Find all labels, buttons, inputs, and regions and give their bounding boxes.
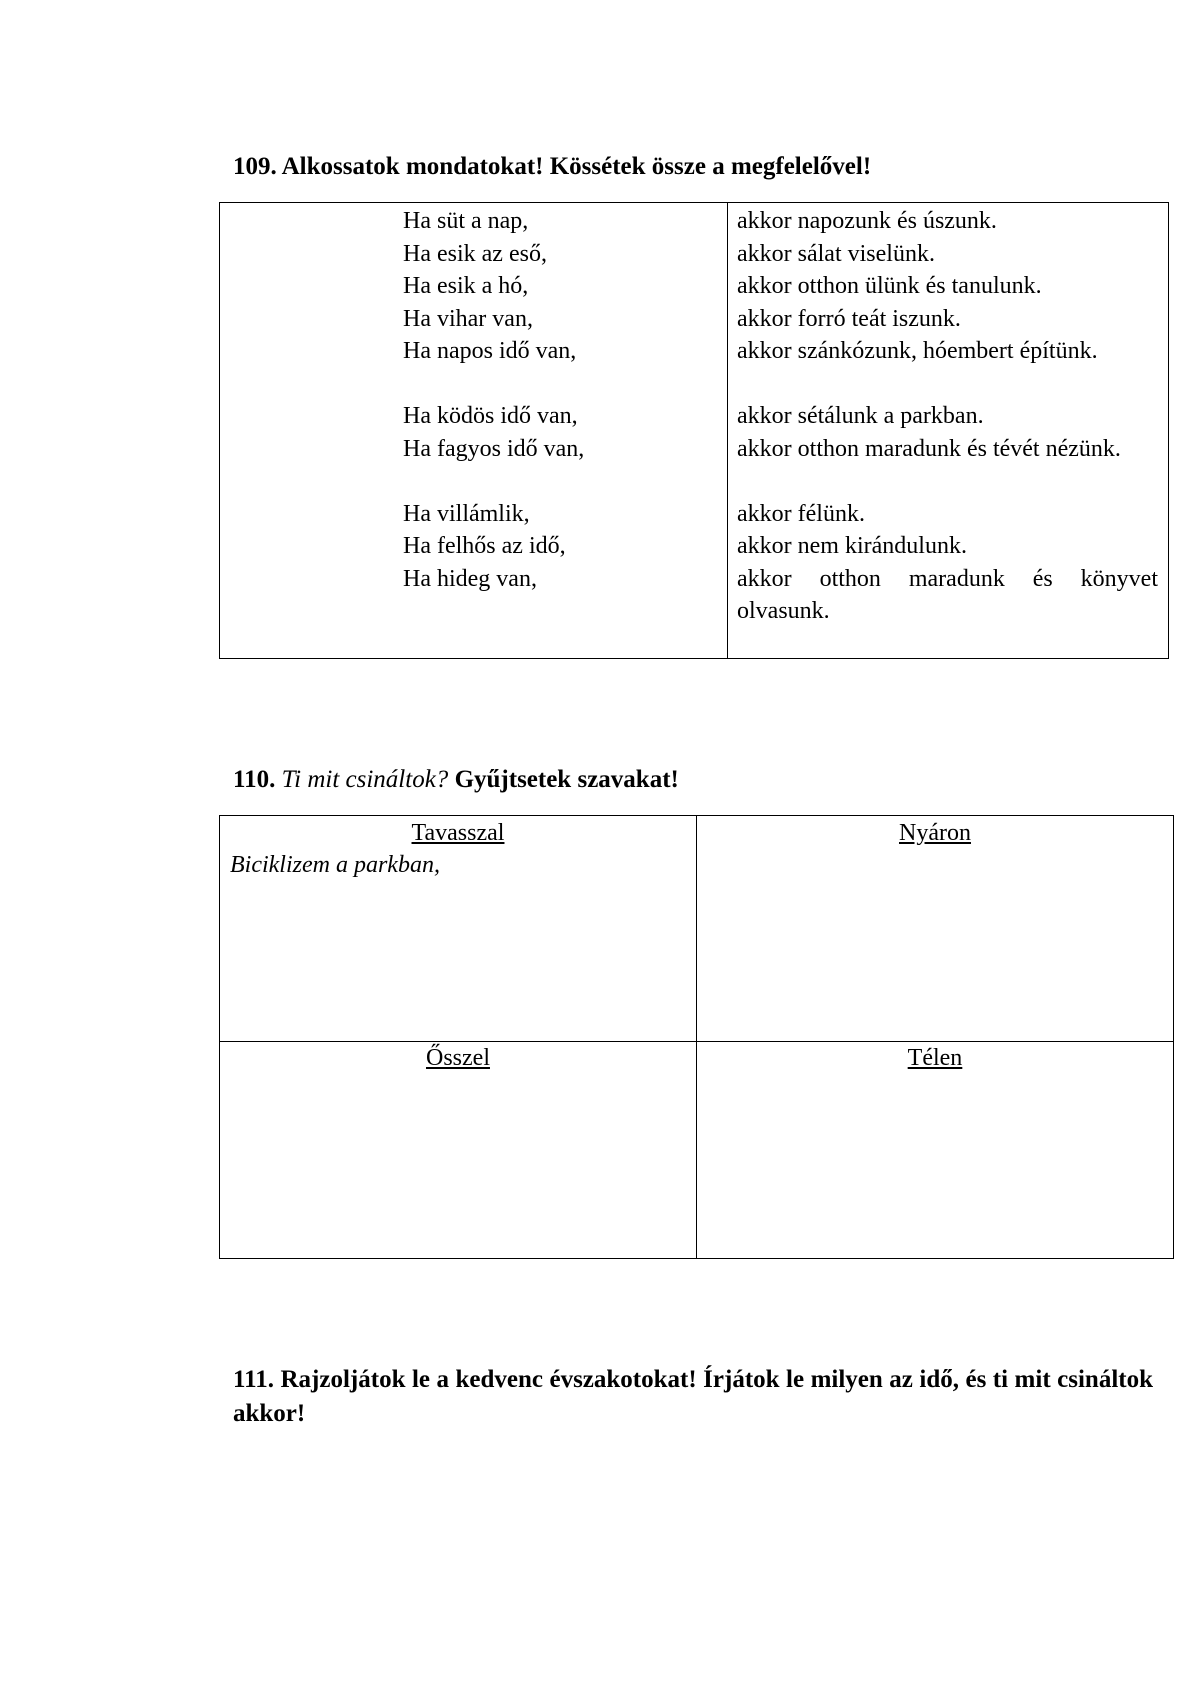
condition-item[interactable]: Ha napos idő van,: [403, 338, 577, 364]
season-title-spring: Tavasszal: [411, 820, 505, 846]
condition-item[interactable]: Ha vihar van,: [403, 305, 533, 332]
consequence-item[interactable]: akkor nem kirándulunk.: [737, 533, 967, 559]
seasons-table: [219, 815, 1174, 1259]
spring-example-answer[interactable]: Biciklizem a parkban,: [230, 852, 440, 878]
condition-item[interactable]: Ha felhős az idő,: [403, 533, 566, 559]
exercise-110-number: 110.: [233, 766, 276, 793]
exercise-110-heading: [233, 763, 679, 797]
consequence-item[interactable]: akkor otthon maradunk és könyvet olvasunk.: [737, 565, 1158, 624]
exercise-111-number: 111.: [233, 1366, 274, 1393]
horizontal-divider: [220, 1041, 1173, 1042]
condition-item[interactable]: Ha esik az eső,: [403, 240, 547, 267]
exercise-109-instruction: Alkossatok mondatokat! Kössétek össze a megfelelővel!: [281, 153, 872, 180]
consequence-item[interactable]: akkor otthon maradunk és tévét nézünk.: [737, 435, 1121, 462]
exercise-109-number: 109.: [233, 153, 277, 180]
vertical-divider: [696, 816, 697, 1258]
season-title-autumn: Ősszel: [426, 1045, 490, 1071]
conditions-column: [403, 205, 723, 595]
consequence-item[interactable]: akkor napozunk és úszunk.: [737, 208, 997, 234]
season-title-summer: Nyáron: [899, 820, 971, 846]
consequence-item[interactable]: akkor félünk.: [737, 500, 865, 527]
column-divider: [727, 203, 728, 658]
condition-item[interactable]: Ha fagyos idő van,: [403, 435, 585, 462]
season-title-winter: Télen: [907, 1045, 963, 1071]
exercise-109-heading: [233, 150, 871, 184]
consequence-item[interactable]: akkor otthon ülünk és tanulunk.: [737, 273, 1042, 299]
condition-item[interactable]: Ha süt a nap,: [403, 208, 529, 234]
exercise-110-question: Ti mit csináltok?: [281, 766, 449, 793]
exercise-111-instruction: Rajzoljátok le a kedvenc évszakotokat! Írjátok le milyen az idő, és ti mit csináltok akkor!: [233, 1366, 1153, 1427]
consequences-column: [737, 205, 1158, 628]
consequence-item[interactable]: akkor sálat viselünk.: [737, 240, 935, 267]
condition-item[interactable]: Ha ködös idő van,: [403, 403, 578, 429]
condition-item[interactable]: Ha hideg van,: [403, 565, 537, 592]
consequence-item[interactable]: akkor sétálunk a parkban.: [737, 403, 984, 429]
exercise-110-instruction: Gyűjtsetek szavakat!: [454, 766, 679, 793]
consequence-item[interactable]: akkor forró teát iszunk.: [737, 305, 961, 332]
condition-item[interactable]: Ha esik a hó,: [403, 273, 529, 299]
exercise-111-heading: [233, 1363, 1153, 1431]
condition-item[interactable]: Ha villámlik,: [403, 500, 530, 527]
matching-table: [219, 202, 1169, 659]
consequence-item[interactable]: akkor szánkózunk, hóembert építünk.: [737, 338, 1098, 364]
